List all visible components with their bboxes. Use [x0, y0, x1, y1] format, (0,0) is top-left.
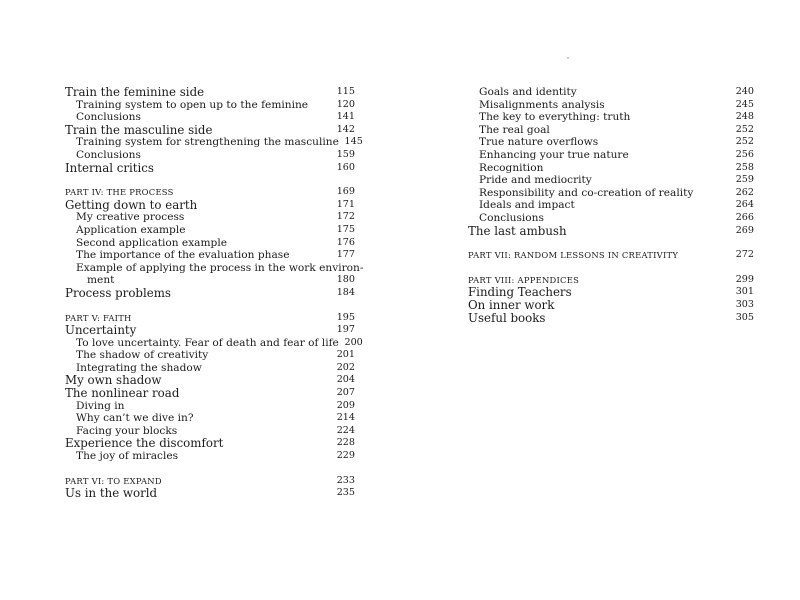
toc-page-number: 159	[336, 148, 355, 160]
toc-entry-title: Useful books	[468, 310, 546, 325]
toc-entry-title: On inner work	[468, 297, 555, 312]
toc-entry-title: The nonlinear road	[65, 386, 180, 401]
toc-entry-title: Process problems	[65, 285, 171, 300]
toc-section-enhancing-your-true-nature	[468, 149, 754, 162]
toc-page-number: 228	[336, 437, 355, 449]
toc-entry-title: Second application example	[76, 236, 227, 249]
toc-page-number: 175	[336, 223, 355, 235]
part-heading-part-iv-the-process	[65, 186, 355, 199]
toc-chapter-process-problems	[65, 287, 355, 300]
toc-section-second-application-example	[65, 237, 355, 250]
toc-page-number: 229	[336, 450, 355, 462]
toc-entry-title: The last ambush	[468, 223, 567, 238]
toc-entry-title: To love uncertainty. Fear of death and fear of life	[76, 336, 339, 349]
toc-page-number: 204	[336, 374, 355, 386]
toc-page-number: 202	[336, 361, 355, 373]
toc-section-why-can-t-we-dive-in	[65, 412, 355, 425]
toc-section-example-of-applying-the-process-in-the-work-environ	[65, 261, 364, 275]
toc-section-my-creative-process	[65, 211, 355, 224]
toc-entry-title: The real goal	[479, 123, 550, 136]
part-heading-part-vii-random-lessons-in-creativity	[468, 249, 754, 262]
toc-section-the-joy-of-miracles	[65, 450, 355, 463]
toc-chapter-train-the-masculine-side	[65, 124, 355, 137]
toc-entry-title: Goals and identity	[479, 86, 577, 98]
toc-page-number: 301	[735, 286, 754, 298]
toc-chapter-getting-down-to-earth	[65, 199, 355, 212]
toc-entry-title: PART V: FAITH	[65, 312, 132, 323]
toc-entry-title: Pride and mediocrity	[479, 174, 592, 187]
scan-speck	[567, 57, 569, 59]
toc-section-the-key-to-everything-truth	[468, 111, 754, 124]
toc-page-number: 145	[344, 136, 363, 148]
toc-page-number: 141	[336, 111, 355, 123]
toc-page-number: 252	[735, 123, 754, 135]
toc-entry-title: The importance of the evaluation phase	[76, 249, 290, 262]
toc-entry-title: Internal critics	[65, 160, 154, 175]
toc-entry-title: Us in the world	[65, 486, 158, 501]
toc-page-number: 258	[735, 161, 754, 173]
toc-entry-title: Experience the discomfort	[65, 436, 224, 451]
toc-section-true-nature-overflows	[468, 136, 754, 149]
toc-entry-title: PART IV: THE PROCESS	[65, 187, 174, 198]
toc-page-number: 120	[336, 98, 355, 110]
toc-page-number: 172	[336, 211, 355, 223]
toc-entry-title: Getting down to earth	[65, 197, 198, 212]
toc-page-number: 262	[735, 186, 754, 198]
toc-section-to-love-uncertainty-fear-of-death-and-fear-of-life	[65, 336, 363, 350]
toc-section-misalignments-analysis	[468, 99, 754, 112]
toc-entry-title: Responsibility and co-creation of reality	[479, 186, 694, 199]
toc-section-responsibility-and-co-creation-of-reality	[468, 187, 754, 200]
toc-page-number: 305	[735, 311, 754, 323]
toc-page-number: 266	[735, 211, 754, 223]
toc-page-number: 269	[735, 224, 754, 236]
toc-page-number: 195	[336, 311, 355, 323]
toc-entry-title: Misalignments analysis	[479, 98, 605, 111]
toc-page-number: 252	[735, 136, 754, 148]
toc-section-conclusions	[468, 212, 754, 225]
toc-section-conclusions	[65, 149, 355, 162]
toc-page-number: 184	[336, 286, 355, 298]
toc-page-number: 233	[336, 474, 355, 486]
toc-page-number: 200	[344, 336, 363, 348]
toc-page-number: 303	[735, 298, 754, 310]
toc-entry-title: Facing your blocks	[76, 424, 178, 437]
toc-section-the-real-goal	[468, 124, 754, 137]
toc-entry-title: Conclusions	[76, 111, 141, 124]
toc-page-number: 214	[336, 412, 355, 424]
toc-page-number: 177	[336, 249, 355, 261]
toc-entry-title: The shadow of creativity	[76, 349, 209, 362]
toc-entry-title: PART VIII: APPENDICES	[468, 274, 580, 285]
toc-page-number: 160	[336, 161, 355, 173]
toc-page-number: 245	[735, 98, 754, 110]
toc-entry-title: ment	[87, 274, 115, 287]
toc-section-ideals-and-impact	[468, 199, 754, 212]
toc-page-number: 264	[735, 199, 754, 211]
toc-page-number: 299	[735, 273, 754, 285]
toc-page-number: 209	[336, 399, 355, 411]
toc-entry-title: The joy of miracles	[76, 450, 179, 463]
toc-page-number: 240	[735, 86, 754, 97]
toc-entry-title: Conclusions	[76, 148, 141, 161]
toc-entry-title: Enhancing your true nature	[479, 148, 629, 161]
toc-chapter-the-last-ambush	[468, 225, 754, 238]
toc-entry-title: Integrating the shadow	[76, 361, 202, 374]
toc-entry-title: Diving in	[76, 399, 125, 412]
toc-entry-title: Training system to open up to the feminine	[76, 98, 309, 111]
toc-entry-title: The key to everything: truth	[479, 111, 631, 124]
toc-chapter-useful-books	[468, 312, 754, 325]
toc-entry-title: Recognition	[479, 161, 544, 174]
toc-entry-title: Application example	[76, 223, 186, 236]
toc-section-the-importance-of-the-evaluation-phase	[65, 249, 355, 262]
toc-page-number: 142	[336, 123, 355, 135]
toc-page-number: 256	[735, 148, 754, 160]
toc-entry-title: PART VII: RANDOM LESSONS IN CREATIVITY	[468, 250, 679, 261]
toc-section-diving-in	[65, 400, 355, 413]
toc-chapter-the-nonlinear-road	[65, 387, 355, 400]
toc-page-number: 115	[336, 86, 355, 97]
toc-page-number: 207	[336, 387, 355, 399]
toc-section-recognition	[468, 162, 754, 175]
toc-entry-title: Conclusions	[479, 211, 544, 224]
toc-section-application-example	[65, 224, 355, 237]
toc-section-training-system-for-strengthening-the-masculine	[65, 136, 363, 149]
toc-section-conclusions	[65, 111, 355, 124]
toc-entry-title: True nature overflows	[479, 136, 599, 149]
toc-page-number: 201	[336, 349, 355, 361]
toc-entry-title: Train the masculine side	[65, 122, 213, 137]
toc-entry-title: Why can’t we dive in?	[76, 412, 194, 425]
right-page-toc	[468, 86, 754, 324]
left-page-toc	[65, 85, 364, 501]
toc-page-number: 235	[336, 487, 355, 499]
toc-entry-title: Training system for strengthening the masculine	[76, 136, 339, 149]
toc-chapter-us-in-the-world	[65, 487, 355, 500]
toc-page-number: 259	[735, 174, 754, 186]
toc-entry-title: Train the feminine side	[65, 85, 205, 99]
toc-page-number: 272	[735, 249, 754, 261]
toc-entry-title: Uncertainty	[65, 323, 137, 338]
toc-page-number: 171	[336, 198, 355, 210]
toc-page-number: 180	[336, 274, 355, 286]
toc-entry-title: Example of applying the process in the work environ-	[76, 261, 364, 274]
toc-section-goals-and-identity	[468, 86, 754, 99]
toc-section-the-shadow-of-creativity	[65, 349, 355, 362]
toc-page-number: 169	[336, 186, 355, 198]
toc-entry-title: Finding Teachers	[468, 285, 572, 300]
toc-page-number: 248	[735, 111, 754, 123]
toc-page-number: 176	[336, 236, 355, 248]
toc-entry-title: Ideals and impact	[479, 199, 575, 212]
toc-entry-title: My creative process	[76, 211, 185, 224]
toc-entry-title: PART VI: TO EXPAND	[65, 475, 162, 486]
toc-page-number: 197	[336, 324, 355, 336]
toc-entry-title: My own shadow	[65, 373, 162, 388]
toc-page-number: 224	[336, 424, 355, 436]
toc-chapter-on-inner-work	[468, 299, 754, 312]
toc-chapter-train-the-feminine-side	[65, 86, 355, 99]
toc-chapter-experience-the-discomfort	[65, 437, 355, 450]
toc-section-training-system-to-open-up-to-the-feminine	[65, 99, 355, 112]
toc-chapter-uncertainty	[65, 324, 355, 337]
toc-section-pride-and-mediocrity	[468, 174, 754, 187]
toc-chapter-internal-critics	[65, 162, 355, 175]
